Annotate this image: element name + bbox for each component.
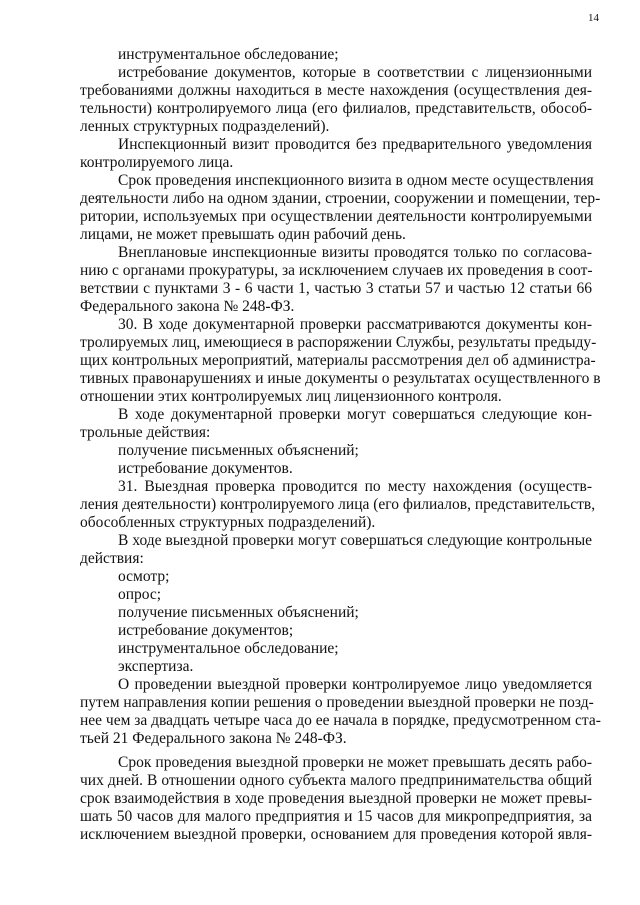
text-line: Срок проведения инспекционного визита в одном месте осуществления xyxy=(118,172,594,189)
text-line: ветствии с пунктами 3 - 6 части 1, частью 3 статьи 57 и частью 12 статьи 66 xyxy=(80,280,592,297)
text-line: контролируемого лица. xyxy=(80,154,234,171)
text-line: 31. Выездная проверка проводится по месту нахождения (осуществ- xyxy=(118,478,592,495)
text-line: 30. В ходе документарной проверки рассматриваются документы кон- xyxy=(118,316,592,333)
text-line: лицами, не может превышать один рабочий день. xyxy=(80,226,406,243)
text-line: О проведении выездной проверки контролируемое лицо уведомляется xyxy=(118,676,592,693)
text-line: истребование документов. xyxy=(118,460,293,477)
text-line: трольные действия: xyxy=(80,424,211,441)
text-line: Срок проведения выездной проверки не может превышать десять рабо- xyxy=(118,754,592,771)
text-line: Инспекционный визит проводится без предварительного уведомления xyxy=(118,136,592,153)
text-line: исключением выездной проверки, основанием для проведения которой явля- xyxy=(80,826,592,843)
text-line: инструментальное обследование; xyxy=(118,640,339,657)
text-line: истребование документов, которые в соответствии с лицензионными xyxy=(118,64,592,81)
text-line: деятельности либо на одном здании, строении, сооружении и помещении, тер- xyxy=(80,190,601,207)
text-line: осмотр; xyxy=(118,568,170,585)
text-line: чих дней. В отношении одного субъекта малого предпринимательства общий xyxy=(80,772,592,789)
text-line: шать 50 часов для малого предприятия и 15 часов для микропредприятия, за xyxy=(80,808,592,825)
text-line: обособленных структурных подразделений). xyxy=(80,514,376,531)
text-line: тролируемых лиц, имеющиеся в распоряжении Службы, результаты предыду- xyxy=(80,334,597,351)
text-line: путем направления копии решения о проведении выездной проверки не позд- xyxy=(80,694,594,711)
text-line: тельности) контролируемого лица (его филиалов, представительств, обособ- xyxy=(80,100,592,117)
text-line: отношении этих контролируемых лиц лицензионного контроля. xyxy=(80,388,502,405)
text-line: требованиями должны находиться в месте нахождения (осуществления дея- xyxy=(80,82,592,99)
text-line: истребование документов; xyxy=(118,622,294,639)
text-line: нию с органами прокуратуры, за исключением случаев их проведения в соот- xyxy=(80,262,593,279)
text-line: Внеплановые инспекционные визиты проводятся только по согласова- xyxy=(118,244,592,261)
text-line: тивных правонарушениях и иные документы о результатах осуществленного в xyxy=(80,370,601,387)
text-line: инструментальное обследование; xyxy=(118,46,339,63)
text-line: опрос; xyxy=(118,586,162,603)
text-line: щих контрольных мероприятий, материалы рассмотрения дел об администра- xyxy=(80,352,596,369)
page-number: 14 xyxy=(588,12,599,24)
text-line: нее чем за двадцать четыре часа до ее начала в порядке, предусмотренном ста- xyxy=(80,712,601,729)
text-line: экспертиза. xyxy=(118,658,194,675)
text-line: Федерального закона № 248-ФЗ. xyxy=(80,298,295,315)
text-line: В ходе документарной проверки могут совершаться следующие кон- xyxy=(118,406,592,423)
text-line: ритории, используемых при осуществлении деятельности контролируемыми xyxy=(80,208,592,225)
text-line: тьей 21 Федерального закона № 248-ФЗ. xyxy=(80,730,347,747)
text-line: ления деятельности) контролируемого лица (его филиалов, представительств, xyxy=(80,496,596,513)
text-line: получение письменных объяснений; xyxy=(118,604,359,621)
text-line: В ходе выездной проверки могут совершаться следующие контрольные xyxy=(118,532,592,549)
text-line: действия: xyxy=(80,550,144,567)
text-line: ленных структурных подразделений). xyxy=(80,118,330,135)
text-line: срок взаимодействия в ходе проведения выездной проверки не может превы- xyxy=(80,790,592,807)
text-line: получение письменных объяснений; xyxy=(118,442,359,459)
